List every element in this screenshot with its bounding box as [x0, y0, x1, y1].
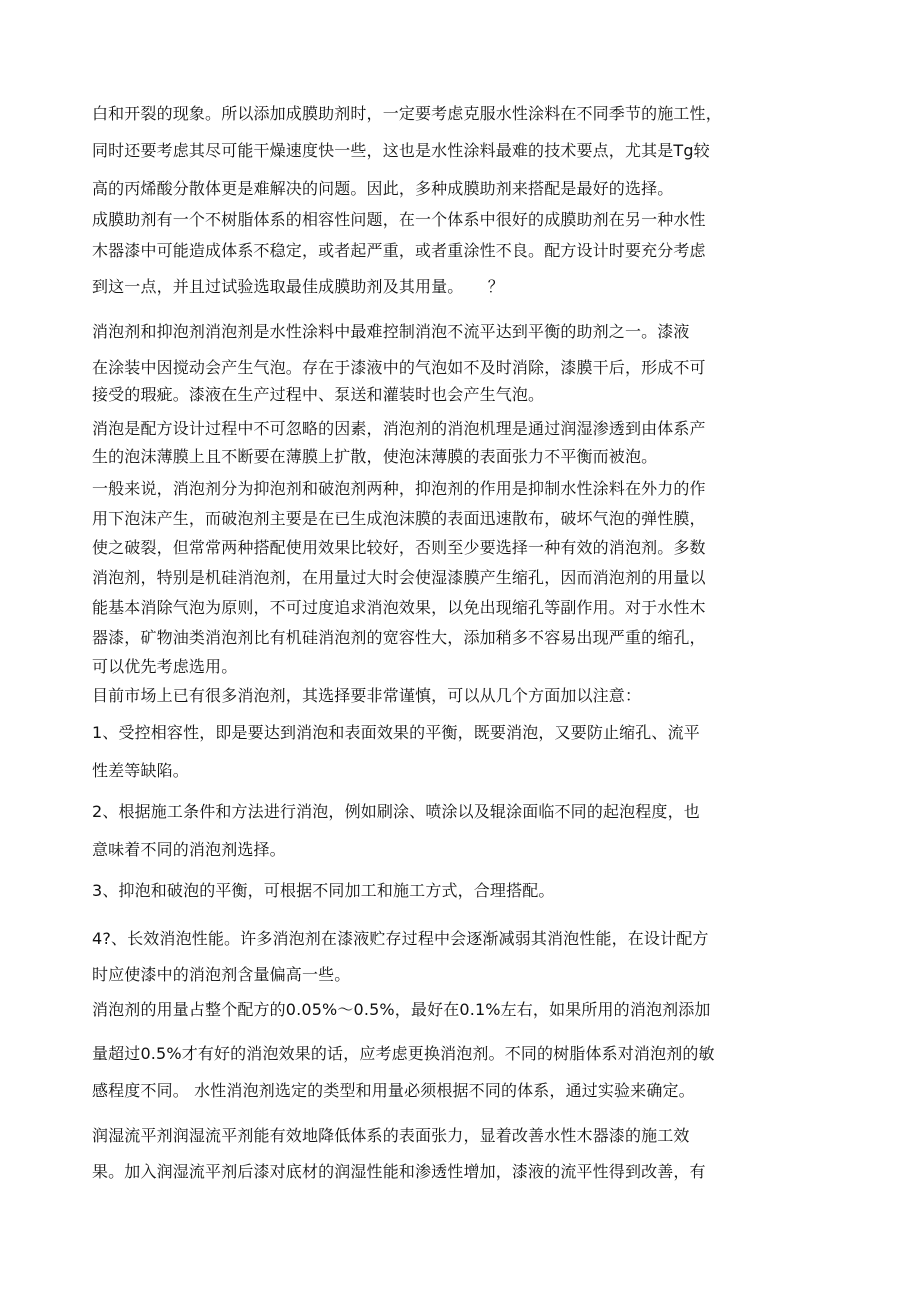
text-line: 可以优先考虑选用。	[92, 657, 238, 676]
text-line: 时应使漆中的消泡剂含量偏高一些。	[92, 965, 351, 984]
text-line: 3、抑泡和破泡的平衡，可根据不同加工和施工方式，合理搭配。	[92, 881, 555, 900]
text-line: 同时还要考虑其尽可能干燥速度快一些，这也是水性涂料最难的技术要点，尤其是Tg较	[92, 141, 710, 160]
text-line: 消泡剂的用量占整个配方的0.05%～0.5%，最好在0.1%左右，如果所用的消泡剂添加	[92, 1000, 711, 1019]
text-line: 4?、长效消泡性能。许多消泡剂在漆液贮存过程中会逐渐减弱其消泡性能，在设计配方	[92, 929, 709, 948]
text-line: 1、受控相容性，即是要达到消泡和表面效果的平衡，既要消泡，又要防止缩孔、流平	[92, 723, 700, 742]
text-line: 润湿流平剂润湿流平剂能有效地降低体系的表面张力，显着改善水性木器漆的施工效	[92, 1126, 690, 1145]
text-line: 白和开裂的现象。所以添加成膜助剂时，一定要考虑克服水性涂料在不同季节的施工性，	[92, 104, 722, 123]
text-line: 高的丙烯酸分散体更是难解决的问题。因此，多种成膜助剂来搭配是最好的选择。	[92, 179, 674, 198]
text-line: 成膜助剂有一个不树脂体系的相容性问题，在一个体系中很好的成膜助剂在另一种水性	[92, 210, 706, 229]
text-line: 生的泡沫薄膜上且不断要在薄膜上扩散，使泡沫薄膜的表面张力不平衡而被泡。	[92, 447, 658, 466]
text-line: 果。加入润湿流平剂后漆对底材的润湿性能和渗透性增加，漆液的流平性得到改善，有	[92, 1162, 706, 1181]
text-line: 目前市场上已有很多消泡剂，其选择要非常谨慎，可以从几个方面加以注意：	[92, 686, 642, 705]
text-line: 木器漆中可能造成体系不稳定，或者起严重，或者重涂性不良。配方设计时要充分考虑	[92, 241, 706, 260]
text-line: 能基本消除气泡为原则，不可过度追求消泡效果，以免出现缩孔等副作用。对于水性木	[92, 598, 706, 617]
text-line: 消泡剂，特别是机硅消泡剂，在用量过大时会使湿漆膜产生缩孔，因而消泡剂的用量以	[92, 568, 706, 587]
text-line: 感程度不同。 水性消泡剂选定的类型和用量必须根据不同的体系，通过实验来确定。	[92, 1081, 695, 1100]
text-line: 2、根据施工条件和方法进行消泡，例如刷涂、喷涂以及辊涂面临不同的起泡程度，也	[92, 802, 700, 821]
text-line: 量超过0.5%才有好的消泡效果的话，应考虑更换消泡剂。不同的树脂体系对消泡剂的敏	[92, 1044, 715, 1063]
text-line: 消泡剂和抑泡剂消泡剂是水性涂料中最难控制消泡不流平达到平衡的助剂之一。漆液	[92, 322, 690, 341]
text-line: 使之破裂，但常常两种搭配使用效果比较好，否则至少要选择一种有效的消泡剂。多数	[92, 538, 706, 557]
text-line: 接受的瑕疵。漆液在生产过程中、泵送和灌装时也会产生气泡。	[92, 385, 545, 404]
text-line: 器漆，矿物油类消泡剂比有机硅消泡剂的宽容性大，添加稍多不容易出现严重的缩孔，	[92, 628, 706, 647]
text-line: 在涂装中因搅动会产生气泡。存在于漆液中的气泡如不及时消除，漆膜干后，形成不可	[92, 358, 706, 377]
text-line: 性差等缺陷。	[92, 761, 189, 780]
text-line: 用下泡沫产生，而破泡剂主要是在已生成泡沫膜的表面迅速散布，破坏气泡的弹性膜，	[92, 509, 706, 528]
text-line: 消泡是配方设计过程中不可忽略的因素，消泡剂的消泡机理是通过润湿渗透到由体系产	[92, 419, 706, 438]
text-line: 到这一点，并且过试验选取最佳成膜助剂及其用量。 ？	[92, 277, 504, 296]
text-line: 意味着不同的消泡剂选择。	[92, 840, 286, 859]
text-line: 一般来说，消泡剂分为抑泡剂和破泡剂两种，抑泡剂的作用是抑制水性涂料在外力的作	[92, 479, 706, 498]
